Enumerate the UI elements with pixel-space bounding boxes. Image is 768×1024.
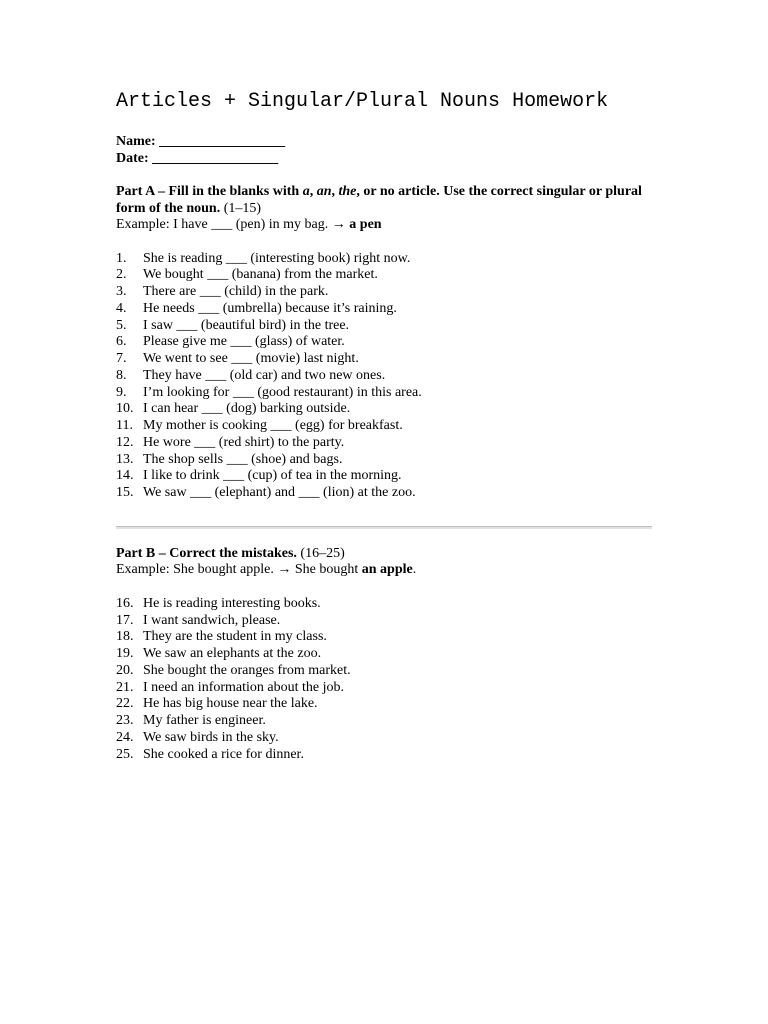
question-number: 12. bbox=[116, 434, 134, 450]
question-text: We saw birds in the sky. bbox=[143, 729, 279, 745]
question-item bbox=[116, 629, 656, 646]
question-item bbox=[116, 485, 656, 502]
question-number: 21. bbox=[116, 679, 134, 695]
part-a-heading: Part A – Fill in the blanks with a, an, the, or no article. Use the correct singular or plural form of the noun. (1–15) bbox=[116, 184, 642, 216]
question-number: 20. bbox=[116, 662, 134, 678]
question-number: 5. bbox=[116, 317, 127, 333]
question-item bbox=[116, 713, 656, 730]
date-field: Date: __________________ bbox=[116, 150, 279, 166]
question-text: We saw an elephants at the zoo. bbox=[143, 646, 322, 661]
question-text: He wore ___ (red shirt) to the party. bbox=[143, 434, 345, 450]
question-item bbox=[116, 267, 656, 284]
part-a-question-list bbox=[116, 251, 656, 502]
question-item bbox=[116, 646, 656, 663]
question-text: Please give me ___ (glass) of water. bbox=[143, 334, 345, 350]
question-text: I saw ___ (beautiful bird) in the tree. bbox=[143, 317, 350, 333]
question-item bbox=[116, 747, 656, 764]
question-item bbox=[116, 318, 656, 335]
student-fields bbox=[116, 134, 656, 167]
question-text: My mother is cooking ___ (egg) for breakfast. bbox=[143, 418, 403, 433]
question-item bbox=[116, 351, 656, 368]
question-text: We went to see ___ (movie) last night. bbox=[143, 351, 359, 366]
question-number: 8. bbox=[116, 367, 127, 383]
question-text: I like to drink ___ (cup) of tea in the morning. bbox=[143, 468, 402, 484]
part-b-example: Example: She bought apple. → She bought an apple. bbox=[116, 562, 417, 578]
question-item bbox=[116, 730, 656, 747]
part-a-section bbox=[116, 184, 656, 502]
question-number: 7. bbox=[116, 351, 127, 366]
question-text: My father is engineer. bbox=[143, 713, 266, 728]
question-text: He needs ___ (umbrella) because it’s raining. bbox=[143, 300, 397, 316]
question-item bbox=[116, 435, 656, 452]
part-b-section bbox=[116, 546, 656, 764]
question-text: The shop sells ___ (shoe) and bags. bbox=[143, 451, 343, 467]
question-text: We bought ___ (banana) from the market. bbox=[143, 267, 378, 283]
question-text: She is reading ___ (interesting book) right now. bbox=[143, 250, 411, 266]
question-item bbox=[116, 385, 656, 402]
question-text: We saw ___ (elephant) and ___ (lion) at the zoo. bbox=[143, 485, 416, 500]
question-number: 4. bbox=[116, 300, 127, 316]
question-number: 14. bbox=[116, 468, 134, 484]
question-item bbox=[116, 596, 656, 613]
question-text: They have ___ (old car) and two new ones. bbox=[143, 367, 386, 383]
question-item bbox=[116, 284, 656, 301]
question-number: 15. bbox=[116, 485, 134, 500]
question-text: She cooked a rice for dinner. bbox=[143, 746, 304, 762]
question-item bbox=[116, 401, 656, 418]
part-a-example: Example: I have ___ (pen) in my bag. → a pen bbox=[116, 217, 382, 232]
question-number: 17. bbox=[116, 612, 134, 628]
question-number: 19. bbox=[116, 646, 134, 661]
question-item bbox=[116, 452, 656, 469]
question-number: 3. bbox=[116, 284, 127, 299]
question-number: 23. bbox=[116, 713, 134, 728]
question-text: There are ___ (child) in the park. bbox=[143, 284, 329, 299]
question-number: 11. bbox=[116, 418, 133, 433]
question-item bbox=[116, 680, 656, 697]
question-item bbox=[116, 696, 656, 713]
question-text: I want sandwich, please. bbox=[143, 612, 281, 628]
question-text: I need an information about the job. bbox=[143, 679, 344, 695]
part-b-heading: Part B – Correct the mistakes. (16–25) bbox=[116, 545, 345, 561]
question-item bbox=[116, 418, 656, 435]
question-number: 2. bbox=[116, 267, 127, 283]
question-item bbox=[116, 663, 656, 680]
question-item bbox=[116, 613, 656, 630]
question-text: I can hear ___ (dog) barking outside. bbox=[143, 401, 351, 417]
question-item bbox=[116, 368, 656, 385]
question-number: 24. bbox=[116, 729, 134, 745]
question-text: They are the student in my class. bbox=[143, 629, 327, 645]
question-number: 18. bbox=[116, 629, 134, 645]
question-text: I’m looking for ___ (good restaurant) in this area. bbox=[143, 384, 422, 400]
question-number: 22. bbox=[116, 696, 134, 712]
question-text: He is reading interesting books. bbox=[143, 595, 321, 611]
question-item bbox=[116, 334, 656, 351]
question-number: 10. bbox=[116, 401, 134, 417]
question-item bbox=[116, 301, 656, 318]
question-item bbox=[116, 468, 656, 485]
name-field: Name: __________________ bbox=[116, 134, 286, 149]
question-number: 16. bbox=[116, 595, 134, 611]
question-number: 1. bbox=[116, 250, 127, 266]
question-text: He has big house near the lake. bbox=[143, 696, 318, 712]
question-number: 9. bbox=[116, 384, 127, 400]
question-number: 25. bbox=[116, 746, 134, 762]
section-divider bbox=[116, 526, 652, 529]
worksheet-page bbox=[116, 88, 656, 763]
page-title: Articles + Singular/Plural Nouns Homework bbox=[116, 90, 609, 113]
question-number: 13. bbox=[116, 451, 134, 467]
question-text: She bought the oranges from market. bbox=[143, 662, 351, 678]
question-item bbox=[116, 251, 656, 268]
part-b-question-list bbox=[116, 596, 656, 764]
question-number: 6. bbox=[116, 334, 127, 350]
